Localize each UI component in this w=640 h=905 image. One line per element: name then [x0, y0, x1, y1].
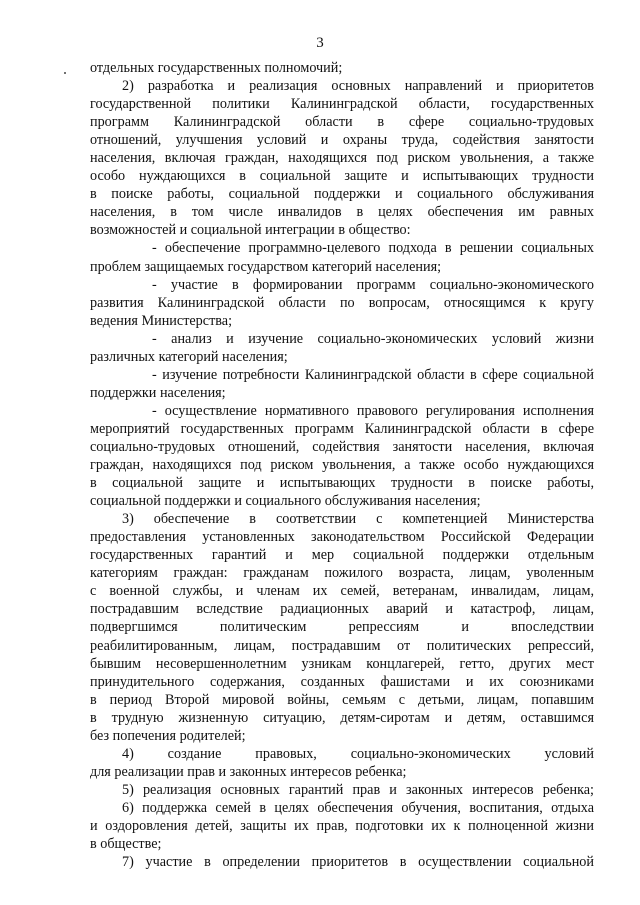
text-line: 5) реализация основных гарантий прав и законных интересов ребенка; [122, 781, 594, 798]
text-line: населения, в том числе инвалидов в целях обеспечения им равных [90, 204, 594, 221]
text-line: подвергшимся политическим репрессиям и впоследствии [90, 619, 594, 636]
text-line: принудительного содержания, созданных фашистами и их союзниками [90, 673, 594, 690]
text-line: для реализации прав и законных интересов ребенка; [90, 763, 407, 780]
text-line: программ Калининградской области в сфере социально-трудовых [90, 114, 594, 131]
text-line: 6) поддержка семей в целях обеспечения обучения, воспитания, отдыха [122, 799, 594, 816]
text-line: категориям граждан: гражданам пожилого возраста, лицам, уволенным [90, 565, 594, 582]
text-line: проблем защищаемых государством категорий населения; [90, 258, 442, 275]
text-line: граждан, находящихся под риском увольнения, а также особо нуждающихся [90, 457, 594, 474]
text-line: без попечения родителей; [90, 727, 246, 744]
text-line: - анализ и изучение социально-экономических условий жизни [152, 330, 594, 347]
text-line: реабилитированным, лицам, пострадавшим от политических репрессий, [90, 637, 594, 654]
text-line: ведения Министерства; [90, 312, 233, 329]
text-line: 3) обеспечение в соответствии с компетенцией Министерства [122, 511, 594, 528]
text-line: социальной поддержки и социального обслуживания населения; [90, 493, 481, 510]
text-line: с военной службы, и членам их семей, ветеранам, инвалидам, лицам, [90, 583, 594, 600]
text-line: пострадавшим вследствие радиационных аварий и катастроф, лицам, [90, 601, 594, 618]
text-line: поддержки населения; [90, 384, 226, 401]
text-line: 4) создание правовых, социально-экономических условий [122, 745, 594, 762]
text-line: отдельных государственных полномочий; [90, 60, 343, 76]
text-line: различных категорий населения; [90, 348, 288, 365]
text-line: населения, включая граждан, находящихся под риском увольнения, а также [90, 150, 594, 167]
text-line: - изучение потребности Калининградской области в сфере социальной [152, 366, 594, 383]
text-line: предоставления установленных законодательством Российской Федерации [90, 529, 594, 546]
text-line: в социальной защите и испытывающих трудности в поиске работы, [90, 475, 594, 492]
text-line: в обществе; [90, 836, 162, 853]
text-line: 2) разработка и реализация основных направлений и приоритетов [122, 78, 594, 95]
text-line: - осуществление нормативного правового регулирования исполнения [152, 402, 594, 419]
text-line: развития Калининградской области по вопросам, относящимся к кругу [90, 294, 594, 311]
text-line: возможностей и социальной интеграции в общество: [90, 222, 411, 239]
text-line: и оздоровления детей, защиты их прав, подготовки их к полноценной жизни [90, 817, 594, 834]
text-line: бывшим несовершеннолетним узникам концлагерей, гетто, других мест [90, 655, 594, 672]
text-line: - участие в формировании программ социально-экономического [152, 276, 594, 293]
text-line: 7) участие в определении приоритетов в осуществлении социальной [122, 854, 594, 871]
text-line: в поиске работы, социальной поддержки и социального обслуживания [90, 186, 594, 203]
text-line: в период Второй мировой войны, семьям с детьми, лицам, попавшим [90, 691, 594, 708]
text-line: особо нуждающихся в социальной защите и испытывающих трудности [90, 168, 594, 185]
text-line: отношений, улучшения условий и охраны труда, содействия занятости [90, 132, 594, 149]
text-line: государственной политики Калининградской области, государственных [90, 96, 594, 113]
document-body [90, 59, 594, 871]
text-line: социально-трудовых отношений, содействия занятости населения, включая [90, 438, 594, 455]
page-number: 3 [316, 35, 324, 51]
text-line: государственных гарантий и мер социальной поддержки отдельным [90, 547, 594, 564]
text-line: мероприятий государственных программ Калининградской области в сфере [90, 420, 594, 437]
text-line: в трудную жизненную ситуацию, детям-сиротам и детям, оставшимся [90, 709, 594, 726]
margin-mark [64, 72, 66, 74]
text-line: - обеспечение программно-целевого подхода в решении социальных [152, 240, 594, 257]
